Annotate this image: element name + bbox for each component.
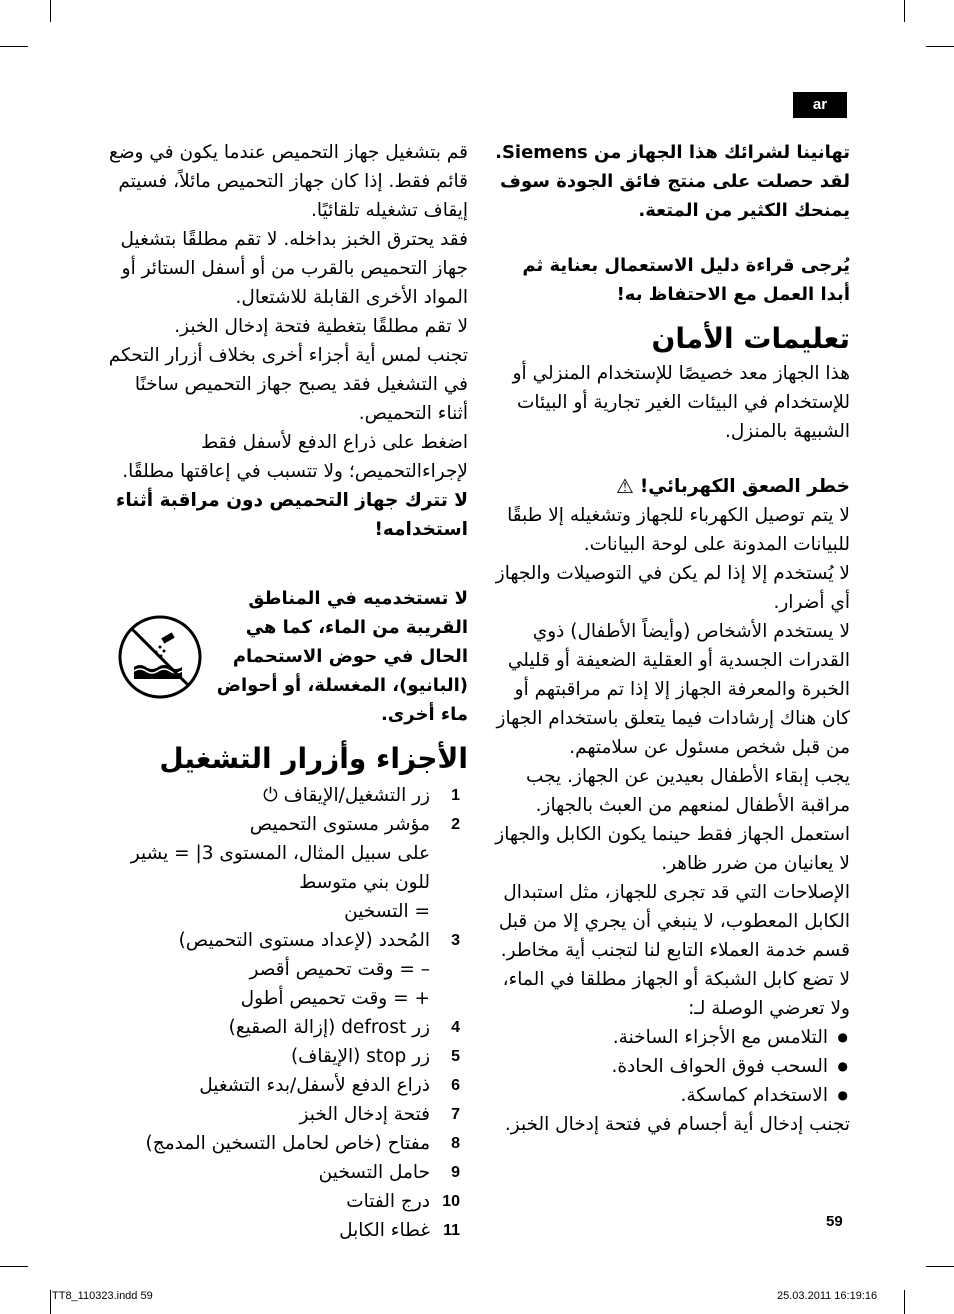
list-item [106,1013,468,1042]
warning-paragraph: لا يُستخدم إلا إذا لم يكن في التوصيلات والجهاز أي أضرار. [495,563,850,613]
intro-paragraph: تهانينا لشرائك هذا الجهاز من Siemens. لقد حصلت على منتج فائق الجودة سوف يمنحك الكثير من المتعة. [495,142,850,221]
item-number: 10 [442,1193,460,1210]
footer-file: TT8_110323.indd 59 [52,1290,153,1302]
warning-title-row [488,472,850,501]
paragraph: قم بتشغيل جهاز التحميص عندما يكون في وضع قائم فقط. إذا كان جهاز التحميص مائلاً، فسيتم إيقاف تشغيله تلقائيًا. [109,142,468,221]
item-text: حامل التسخين [318,1162,430,1183]
warning-triangle-icon: ⚠ [615,474,634,498]
item-number: 4 [451,1019,460,1036]
item-number: 5 [451,1048,460,1065]
water-warning-text: لا تستخدميه في المناطق القريبة من الماء، كما هي الحال في حوض الاستحمام (البانيو)، المغسلة، أو أحواض ماء أخرى. [216,588,468,725]
list-item [106,1216,468,1245]
list-item: ● التلامس مع الأجزاء الساخنة. [488,1023,850,1052]
list-subitem: – = وقت تحميص أقصر [249,959,430,980]
item-number: 11 [443,1222,460,1239]
page-number: 59 [826,1213,843,1230]
item-number: 1 [451,787,460,804]
crop-mark [0,46,28,47]
no-water-icon [116,613,204,701]
list-item [106,1158,468,1187]
crop-mark [926,1266,954,1267]
paragraph: لا تقم مطلقًا بتغطية فتحة إدخال الخبز. [174,316,468,337]
list-item [106,810,468,839]
item-text: زر stop (الإيقاف) [290,1046,430,1067]
item-text: مؤشر مستوى التحميص [249,814,430,835]
crop-mark [0,1266,28,1267]
water-warning-block [106,584,468,729]
safety-text: هذا الجهاز معد خصيصًا للإستخدام المنزلي أو للإستخدام في البيئات الغير تجارية أو البيئات الشبيهة بالمنزل. [512,363,850,442]
item-number: 3 [451,932,460,949]
paragraph: تجنب لمس أية أجزاء أخرى بخلاف أزرار التحكم في التشغيل فقد يصبح جهاز التحميص ساخنًا أثناء التحميص. [108,345,468,424]
item-text: زر defrost (إزالة الصقيع) [228,1017,430,1038]
safety-heading: تعليمات الأمان [651,322,850,355]
item-text: درج الفتات [346,1191,430,1212]
warning-paragraph: لا يستخدم الأشخاص (وأيضاً الأطفال) ذوي القدرات الجسدية أو العقلية الضعيفة أو قليلي الخبرة والمعرفة الجهاز إلا إذا تم مراقبتهم أو كان هناك إرشادات فيما يتعلق باستخدام الجهاز من قبل شخص مسئول عن سلامتهم. [496,621,850,758]
list-subitem: + = وقت تحميص أطول [240,988,430,1009]
list-subitem: على سبيل المثال، المستوى 3| = يشير للون بني متوسط [130,843,430,893]
bold-warning: لا تترك جهاز التحميص دون مراقبة أثناء استخدامه! [115,490,468,540]
list-item [106,1042,468,1071]
list-item [106,1100,468,1129]
left-column [106,138,468,1245]
list-item [106,1187,468,1216]
crop-mark [904,0,905,22]
item-number: 8 [451,1135,460,1152]
warning-title: خطر الصعق الكهربائي! [639,476,850,497]
list-item: ● السحب فوق الحواف الحادة. [488,1052,850,1081]
footer-timestamp: 25.03.2011 16:19:16 [777,1290,878,1302]
bullet-list [488,1023,850,1110]
item-text: المُحدد (لإعداد مستوى التحميص) [178,930,430,951]
crop-mark [926,46,954,47]
crop-mark [50,0,51,22]
language-tab: ar [793,92,847,118]
list-item [106,1071,468,1100]
parts-list [106,781,468,1245]
intro-instruction: يُرجى قراءة دليل الاستعمال بعناية ثم أبدا العمل مع الاحتفاظ به! [522,255,850,305]
paragraph: فقد يحترق الخبز بداخله. لا تقم مطلقًا بتشغيل جهاز التحميص بالقرب من أو أسفل الستائر أو المواد الأخرى القابلة للاشتعال. [120,229,468,308]
warning-paragraph: يجب إبقاء الأطفال بعيدين عن الجهاز. يجب مراقبة الأطفال لمنعهم من العبث بالجهاز. [525,766,850,816]
warning-paragraph: لا يتم توصيل الكهرباء للجهاز وتشغيله إلا طبقًا للبيانات المدونة على لوحة البيانات. [507,505,850,555]
item-text: فتحة إدخال الخبز [299,1104,430,1125]
list-item: ● الاستخدام كماسكة. [488,1081,850,1110]
item-number: 7 [451,1106,460,1123]
list-item [106,1129,468,1158]
item-text: ذراع الدفع لأسفل/بدء التشغيل [199,1075,430,1096]
warning-paragraph: لا تضع كابل الشبكة أو الجهاز مطلقا في الماء، ولا تعرضي الوصلة لـ: [502,969,850,1019]
item-number: 9 [451,1164,460,1181]
item-text: زر التشغيل/الإيقاف ⏻ [263,785,430,806]
crop-mark [50,1290,51,1314]
item-number: 6 [451,1077,460,1094]
list-item [106,926,468,955]
list-subitem: = التسخين [344,901,430,922]
paragraph: اضغط على ذراع الدفع لأسفل فقط لإجراءالتحميص؛ ولا تتسبب في إعاقتها مطلقًا. [122,432,468,482]
final-warning: تجنب إدخال أية أجسام في فتحة إدخال الخبز. [504,1114,850,1135]
warning-paragraph: الإصلاحات التي قد تجرى للجهاز، مثل استبدال الكابل المعطوب، لا ينبغي أن يجري إلا من قبل قسم خدمة العملاء التابع لنا لتجنب أية مخاطر. [498,882,850,961]
crop-mark [904,1290,905,1314]
item-text: غطاء الكابل [339,1220,430,1241]
item-text: مفتاح (خاص لحامل التسخين المدمج) [145,1133,430,1154]
item-number: 2 [451,816,460,833]
right-column [488,138,850,1139]
warning-paragraph: استعمل الجهاز فقط حينما يكون الكابل والجهاز لا يعانيان من ضرر ظاهر. [495,824,850,874]
list-item [106,781,468,810]
parts-heading: الأجزاء وأزرار التشغيل [159,742,468,775]
